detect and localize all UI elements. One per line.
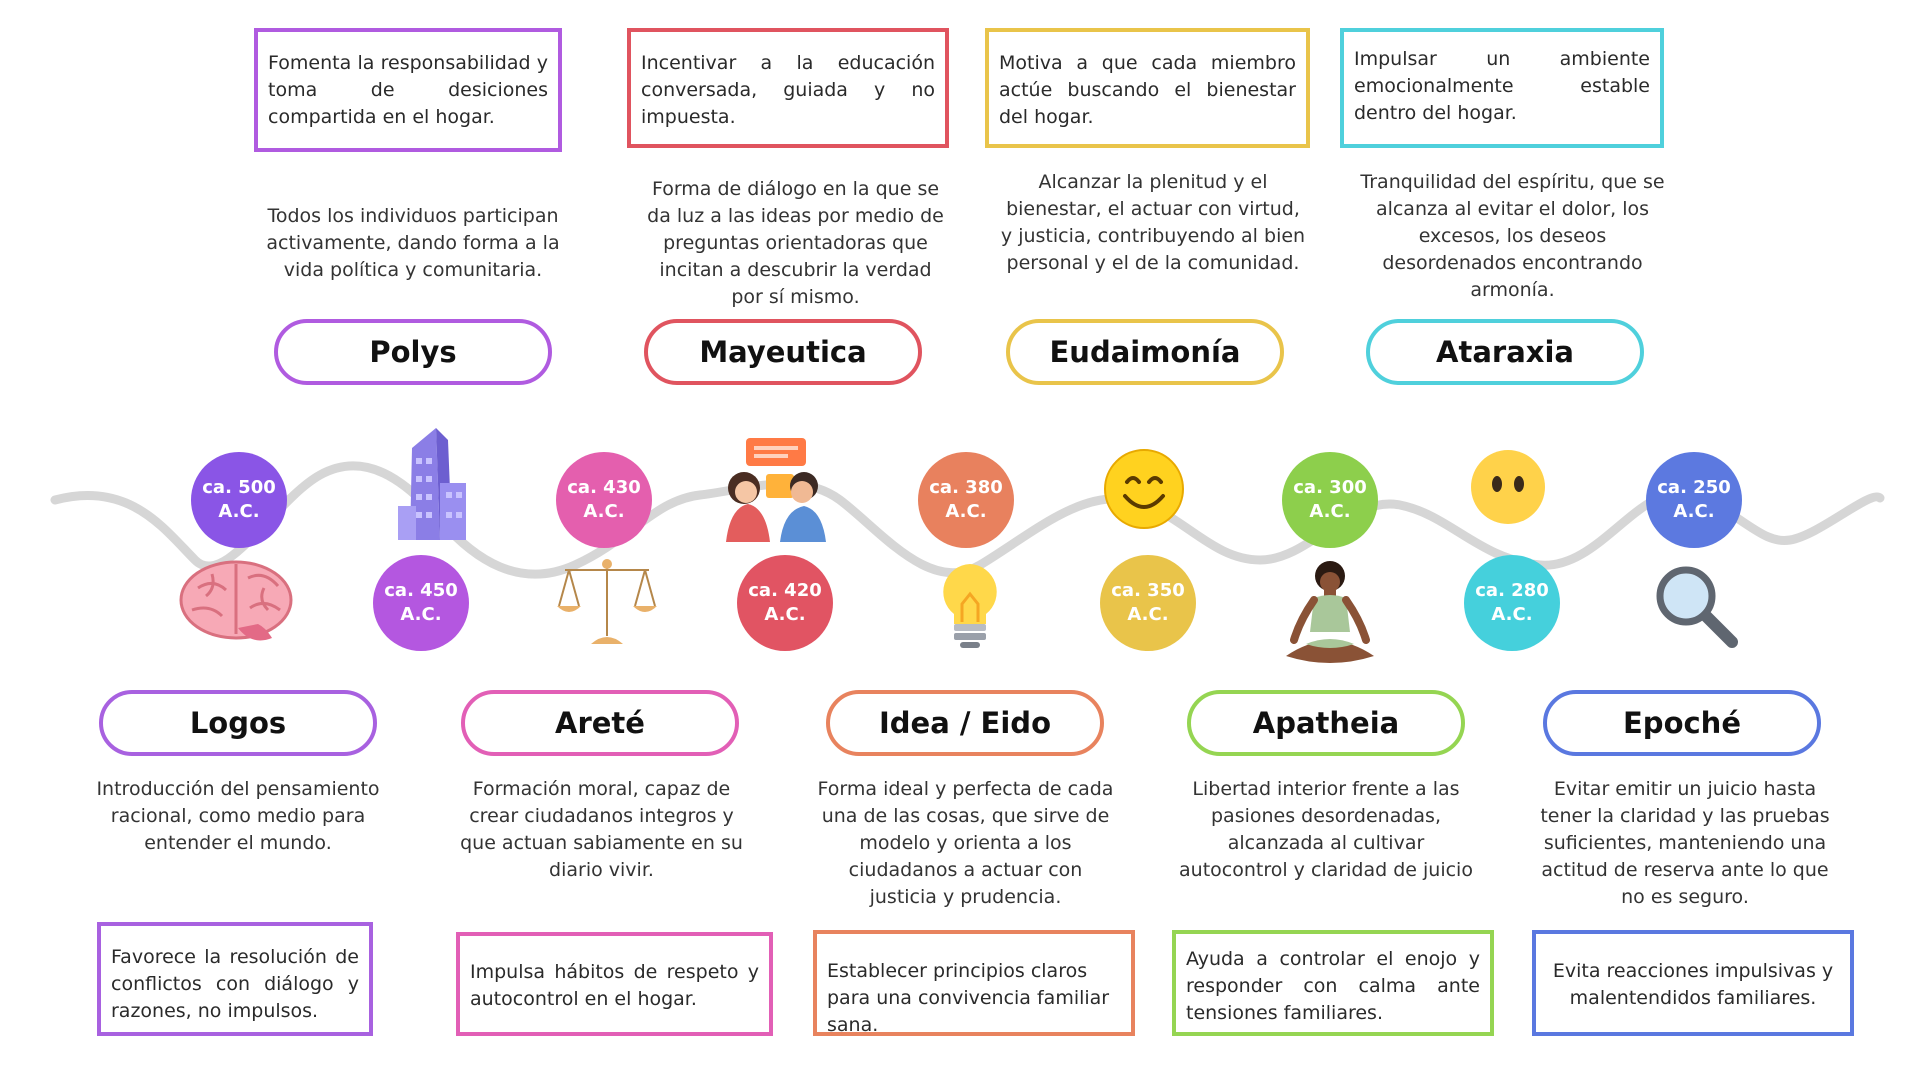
term-pill-apatheia: Apatheia	[1187, 690, 1465, 756]
practice-box-arete: Impulsa hábitos de respeto y autocontrol en el hogar.	[456, 932, 773, 1036]
buildings-icon	[396, 428, 468, 543]
term-pill-logos: Logos	[99, 690, 377, 756]
smiling-face-icon	[1103, 448, 1185, 530]
neutral-face-icon	[1469, 448, 1547, 526]
definition-epoche: Evitar emitir un juicio hasta tener la claridad y las pruebas suficientes, manteniendo una actitud de reserva ante lo que no es seguro.	[1540, 778, 1830, 908]
brain-icon	[178, 558, 294, 648]
definition-polys: Todos los individuos participan activamente, dando forma a la vida política y comunitaria.	[266, 205, 560, 281]
practice-box-polys: Fomenta la responsabilidad y toma de desiciones compartida en el hogar.	[254, 28, 562, 152]
date-circle-mayeutica: ca. 420 A.C.	[737, 555, 833, 651]
practice-box-apatheia: Ayuda a controlar el enojo y responder con calma ante tensiones familiares.	[1172, 930, 1494, 1036]
date-circle-apatheia: ca. 300 A.C.	[1282, 452, 1378, 548]
definition-ataraxia: Tranquilidad del espíritu, que se alcanza al evitar el dolor, los excesos, los deseos desordenados encontrando armonía.	[1360, 171, 1665, 301]
definition-logos: Introducción del pensamiento racional, como medio para entender el mundo.	[96, 778, 380, 854]
term-pill-ataraxia: Ataraxia	[1366, 319, 1644, 385]
meditation-icon	[1280, 560, 1380, 670]
practice-box-idea: Establecer principios claros para una convivencia familiar sana.	[813, 930, 1135, 1036]
date-circle-polys: ca. 450 A.C.	[373, 555, 469, 651]
definition-apatheia: Libertad interior frente a las pasiones desordenadas, alcanzada al cultivar autocontrol y claridad de juicio	[1179, 778, 1473, 881]
definition-eudaimonia: Alcanzar la plenitud y el bienestar, el actuar con virtud, y justicia, contribuyendo al bien personal y el de la comunidad.	[1000, 171, 1306, 274]
date-circle-epoche: ca. 250 A.C.	[1646, 452, 1742, 548]
date-circle-idea: ca. 380 A.C.	[918, 452, 1014, 548]
date-circle-ataraxia: ca. 280 A.C.	[1464, 555, 1560, 651]
definition-arete: Formación moral, capaz de crear ciudadanos integros y que actuan sabiamente en su diario vivir.	[460, 778, 743, 881]
term-pill-arete: Areté	[461, 690, 739, 756]
definition-idea: Forma ideal y perfecta de cada una de las cosas, que sirve de modelo y orienta a los ciudadanos a actuar con justicia y prudencia.	[817, 778, 1114, 908]
practice-box-epoche: Evita reacciones impulsivas y malentendidos familiares.	[1532, 930, 1854, 1036]
scales-icon	[555, 556, 659, 648]
term-pill-epoche: Epoché	[1543, 690, 1821, 756]
term-pill-eudaimonia: Eudaimonía	[1006, 319, 1284, 385]
term-pill-polys: Polys	[274, 319, 552, 385]
practice-box-ataraxia: Impulsar un ambiente emocionalmente estable dentro del hogar.	[1340, 28, 1664, 148]
term-pill-idea: Idea / Eido	[826, 690, 1104, 756]
term-pill-mayeutica: Mayeutica	[644, 319, 922, 385]
lightbulb-icon	[940, 562, 1000, 650]
conversation-icon	[722, 438, 826, 542]
date-circle-logos: ca. 500 A.C.	[191, 452, 287, 548]
magnifier-icon	[1652, 562, 1742, 652]
date-circle-arete: ca. 430 A.C.	[556, 452, 652, 548]
practice-box-eudaimonia: Motiva a que cada miembro actúe buscando el bienestar del hogar.	[985, 28, 1310, 148]
practice-box-logos: Favorece la resolución de conflictos con diálogo y razones, no impulsos.	[97, 922, 373, 1036]
definition-mayeutica: Forma de diálogo en la que se da luz a las ideas por medio de preguntas orientadoras que incitan a descubrir la verdad por sí mismo.	[647, 178, 944, 308]
practice-box-mayeutica: Incentivar a la educación conversada, guiada y no impuesta.	[627, 28, 949, 148]
date-circle-eudaimonia: ca. 350 A.C.	[1100, 555, 1196, 651]
